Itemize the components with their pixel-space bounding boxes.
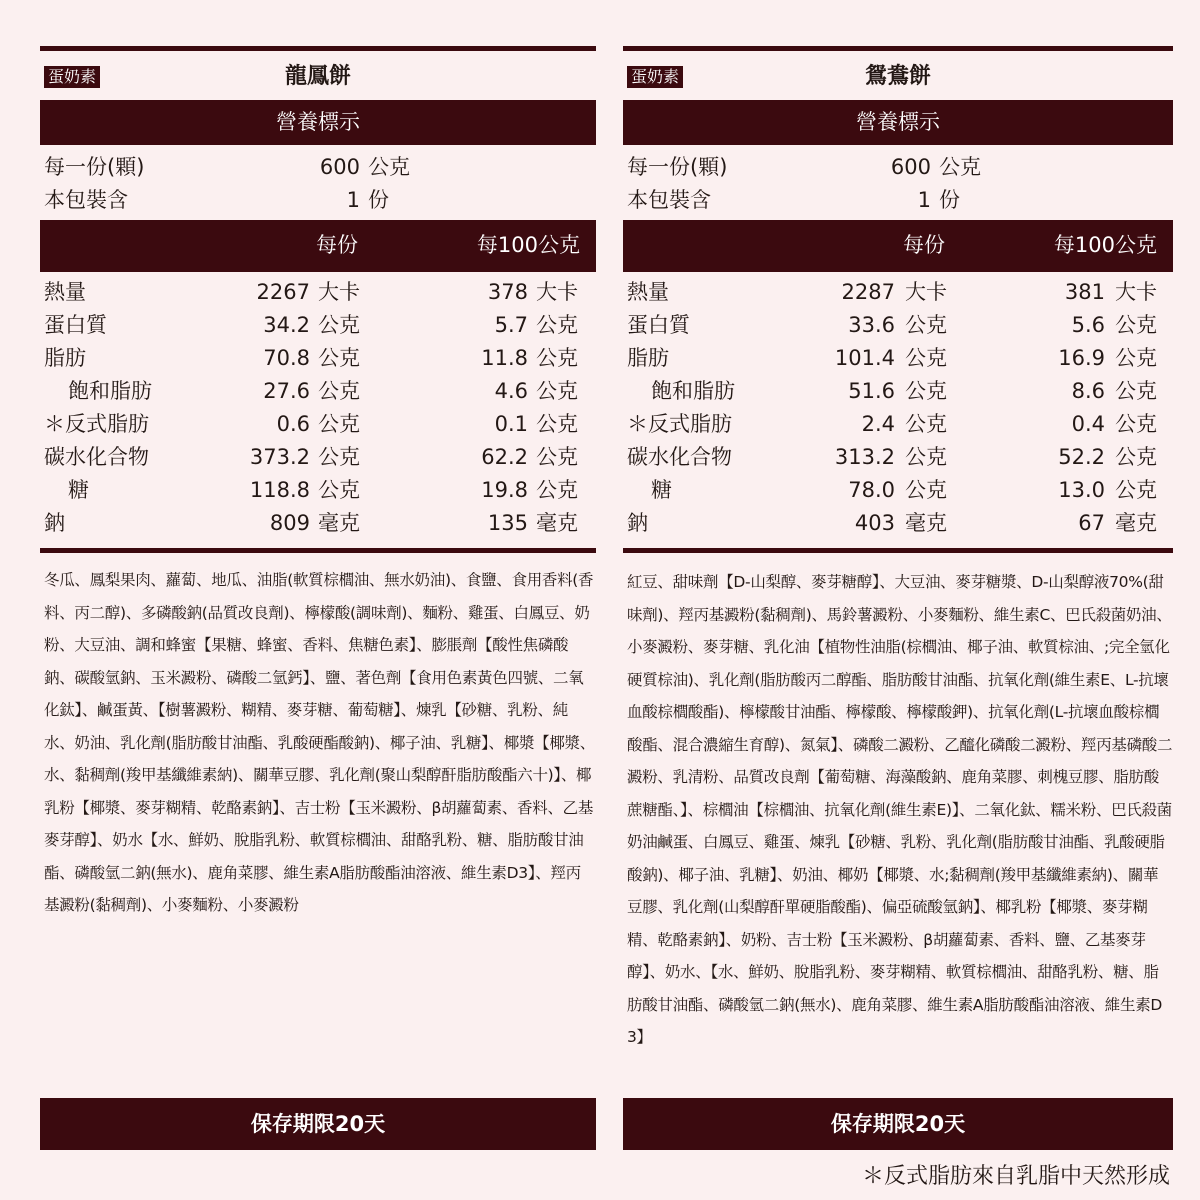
per-serving-unit: 大卡 <box>905 280 947 304</box>
per-serving-value: 34.2 <box>263 313 310 337</box>
per-serving-value: 2267 <box>256 280 310 304</box>
shelf-life-banner: 保存期限20天 <box>623 1098 1173 1150</box>
per-100g-value: 5.7 <box>494 313 528 337</box>
nutrient-label: 熱量 <box>44 280 86 304</box>
nutrient-row-trans-fat <box>40 408 596 441</box>
diet-tag: 蛋奶素 <box>627 66 683 88</box>
serving-unit: 公克 <box>368 155 410 179</box>
nutrient-row-trans-fat <box>623 408 1173 441</box>
product-name: 龍鳳餅 <box>284 64 351 89</box>
package-label: 本包裝含 <box>627 188 711 212</box>
nutrient-row-sodium <box>623 507 1173 540</box>
top-rule <box>623 46 1173 51</box>
nutrition-title: 營養標示 <box>40 100 596 145</box>
divider-rule <box>40 548 596 553</box>
per-100g-value: 5.6 <box>1071 313 1105 337</box>
per-serving-value: 51.6 <box>848 379 895 403</box>
serving-size-row <box>44 153 444 181</box>
per-serving-unit: 公克 <box>905 445 947 469</box>
per-100g-unit: 大卡 <box>1115 280 1157 304</box>
per-serving-unit: 公克 <box>905 412 947 436</box>
nutrient-label: 熱量 <box>627 280 669 304</box>
diet-tag: 蛋奶素 <box>44 66 100 88</box>
nutrient-label: 鈉 <box>627 511 648 535</box>
nutrient-label: 飽和脂肪 <box>68 379 152 403</box>
nutrition-column-header <box>623 220 1173 272</box>
nutrient-label: 蛋白質 <box>44 313 107 337</box>
product-panel-longfeng <box>40 0 596 1200</box>
per-serving-value: 78.0 <box>848 478 895 502</box>
nutrient-row-carbohydrate <box>40 441 596 474</box>
per-100g-unit: 公克 <box>536 346 578 370</box>
nutrient-label: 碳水化合物 <box>44 445 149 469</box>
per-100g-value: 381 <box>1064 280 1105 304</box>
nutrient-row-fat <box>40 342 596 375</box>
per-100g-value: 11.8 <box>481 346 528 370</box>
nutrient-label: 蛋白質 <box>627 313 690 337</box>
package-unit: 份 <box>939 188 960 212</box>
per-100g-value: 67 <box>1078 511 1105 535</box>
ingredients-text: 冬瓜、鳳梨果肉、蘿蔔、地瓜、油脂(軟質棕櫚油、無水奶油)、食鹽、食用香料(香料、丙二醇)、多磷酸鈉(品質改良劑)、檸檬酸(調味劑)、麵粉、雞蛋、白鳳豆、奶粉、大豆油、調和蜂蜜【果糖、蜂蜜、香料、焦糖色素】、膨脹劑【酸性焦磷酸鈉、碳酸氫鈉、玉米澱粉、磷酸二氫鈣】、鹽、著色劑【食用色素黃色四號、二氧化鈦】、鹹蛋黃、【樹薯澱粉、糊精、麥芽糖、葡萄糖】、煉乳【砂糖、乳粉、純水、奶油、乳化劑(脂肪酸甘油酯、乳酸硬酯酸鈉)、椰子油、乳糖】、椰漿【椰漿、水、黏稠劑(羧甲基纖維素納)、關華豆膠、乳化劑(聚山梨醇酐脂肪酸酯六十)】、椰乳粉【椰漿、麥芽糊精、乾酪素鈉】、吉士粉【玉米澱粉、β胡蘿蔔素、香料、乙基麥芽醇】、奶水【水、鮮奶、脫脂乳粉、軟質棕櫚油、甜酪乳粉、糖、脂肪酸甘油酯、磷酸氫二鈉(無水)、鹿角菜膠、維生素A脂肪酸酯油溶液、維生素D3】、羥丙基澱粉(黏稠劑)、小麥麵粉、小麥澱粉 <box>44 571 595 914</box>
per-100g-unit: 公克 <box>536 379 578 403</box>
per-100g-unit: 公克 <box>1115 445 1157 469</box>
per-serving-value: 403 <box>854 511 895 535</box>
nutrient-row-protein <box>40 309 596 342</box>
package-unit: 份 <box>368 188 389 212</box>
nutrition-column-header <box>40 220 596 272</box>
nutrient-label: 飽和脂肪 <box>651 379 735 403</box>
per-100g-value: 8.6 <box>1071 379 1105 403</box>
per-serving-unit: 公克 <box>318 478 360 502</box>
per-serving-value: 2.4 <box>861 412 895 436</box>
serving-label: 每一份(顆) <box>627 155 728 179</box>
per-serving-unit: 毫克 <box>905 511 947 535</box>
per-100g-unit: 公克 <box>536 445 578 469</box>
trans-fat-footnote: ＊反式脂肪來自乳脂中天然形成 <box>861 1164 1170 1189</box>
package-label: 本包裝含 <box>44 188 128 212</box>
per-100g-value: 52.2 <box>1058 445 1105 469</box>
serving-label: 每一份(顆) <box>44 155 145 179</box>
per-serving-unit: 公克 <box>318 412 360 436</box>
per-100g-unit: 毫克 <box>536 511 578 535</box>
serving-value: 600 <box>890 155 931 179</box>
nutrient-row-fat <box>623 342 1173 375</box>
nutrition-title: 營養標示 <box>623 100 1173 145</box>
nutrient-row-sodium <box>40 507 596 540</box>
nutrient-label: 脂肪 <box>44 346 86 370</box>
per-100g-value: 0.1 <box>494 412 528 436</box>
per-100g-value: 13.0 <box>1058 478 1105 502</box>
nutrient-row-saturated-fat <box>40 375 596 408</box>
per-serving-value: 809 <box>269 511 310 535</box>
per-100g-unit: 公克 <box>536 313 578 337</box>
nutrient-row-sugar <box>623 474 1173 507</box>
nutrient-label: ＊反式脂肪 <box>44 412 149 436</box>
nutrient-row-saturated-fat <box>623 375 1173 408</box>
per-serving-unit: 公克 <box>318 445 360 469</box>
nutrient-row-energy <box>623 276 1173 309</box>
per-serving-unit: 公克 <box>318 313 360 337</box>
per-serving-value: 2287 <box>841 280 895 304</box>
nutrient-label: 糖 <box>68 478 89 502</box>
package-value: 1 <box>346 188 360 212</box>
col-per-serving: 每份 <box>316 233 358 257</box>
per-serving-unit: 公克 <box>905 379 947 403</box>
top-rule <box>40 46 596 51</box>
ingredients-text: 紅豆、甜味劑【D-山梨醇、麥芽糖醇】、大豆油、麥芽糖漿、D-山梨醇液70%(甜味劑)、羥丙基澱粉(黏稠劑)、馬鈴薯澱粉、小麥麵粉、維生素C、巴氏殺菌奶油、小麥澱粉、麥芽糖、乳化油【植物性油脂(棕櫚油、椰子油、軟質棕油、;完全氫化硬質棕油)、乳化劑(脂肪酸丙二醇酯、脂肪酸甘油酯、抗氧化劑(維生素E、L-抗壞血酸棕櫚酸酯)、檸檬酸甘油酯、檸檬酸、檸檬酸鉀)、抗氧化劑(L-抗壞血酸棕櫚酸酯、混合濃縮生育醇)、氮氣】、磷酸二澱粉、乙醯化磷酸二澱粉、羥丙基磷酸二澱粉、乳清粉、品質改良劑【葡萄糖、海藻酸鈉、鹿角菜膠、刺槐豆膠、脂肪酸蔗糖酯、】、棕櫚油【棕櫚油、抗氧化劑(維生素E)】、二氧化鈦、糯米粉、巴氏殺菌奶油鹹蛋、白鳳豆、雞蛋、煉乳【砂糖、乳粉、乳化劑(脂肪酸甘油酯、乳酸硬脂酸鈉)、椰子油、乳糖】、奶油、椰奶【椰漿、水;黏稠劑(羧甲基纖維素納)、關華豆膠、乳化劑(山梨醇酐單硬脂酸酯)、偏亞硫酸氫鈉】、椰乳粉【椰漿、麥芽糊精、乾酪素鈉】、奶粉、吉士粉【玉米澱粉、β胡蘿蔔素、香料、鹽、乙基麥芽醇】、奶水、【水、鮮奶、脫脂乳粉、麥芽糊精、軟質棕櫚油、甜酪乳粉、糖、脂肪酸甘油酯、磷酸氫二鈉(無水)、鹿角菜膠、維生素A脂肪酸酯油溶液、維生素D3】 <box>627 573 1173 1046</box>
per-100g-value: 62.2 <box>481 445 528 469</box>
product-name: 鴛鴦餅 <box>864 64 931 89</box>
per-serving-unit: 大卡 <box>318 280 360 304</box>
per-serving-unit: 公克 <box>318 346 360 370</box>
per-100g-unit: 公克 <box>1115 346 1157 370</box>
serving-unit: 公克 <box>939 155 981 179</box>
package-count-row <box>44 186 444 214</box>
nutrient-label: 碳水化合物 <box>627 445 732 469</box>
per-100g-unit: 大卡 <box>536 280 578 304</box>
nutrition-rows <box>40 276 596 540</box>
nutrient-label: 鈉 <box>44 511 65 535</box>
per-100g-unit: 毫克 <box>1115 511 1157 535</box>
per-serving-unit: 毫克 <box>318 511 360 535</box>
product-panel-yuanyang <box>623 0 1173 1200</box>
per-100g-unit: 公克 <box>1115 379 1157 403</box>
per-serving-value: 118.8 <box>249 478 310 502</box>
per-serving-value: 313.2 <box>834 445 895 469</box>
col-per-serving: 每份 <box>903 233 945 257</box>
nutrient-row-energy <box>40 276 596 309</box>
per-serving-value: 70.8 <box>263 346 310 370</box>
shelf-life-banner: 保存期限20天 <box>40 1098 596 1150</box>
per-100g-value: 0.4 <box>1071 412 1105 436</box>
per-100g-value: 16.9 <box>1058 346 1105 370</box>
nutrient-label: 糖 <box>651 478 672 502</box>
nutrient-label: ＊反式脂肪 <box>627 412 732 436</box>
per-100g-value: 4.6 <box>494 379 528 403</box>
col-per-100g: 每100公克 <box>1053 233 1157 257</box>
nutrition-rows <box>623 276 1173 540</box>
col-per-100g: 每100公克 <box>476 233 580 257</box>
nutrient-row-protein <box>623 309 1173 342</box>
per-serving-value: 27.6 <box>263 379 310 403</box>
per-serving-value: 101.4 <box>834 346 895 370</box>
per-serving-value: 33.6 <box>848 313 895 337</box>
per-serving-unit: 公克 <box>905 346 947 370</box>
per-100g-unit: 公克 <box>536 412 578 436</box>
serving-value: 600 <box>319 155 360 179</box>
divider-rule <box>623 548 1173 553</box>
per-100g-value: 19.8 <box>481 478 528 502</box>
per-100g-unit: 公克 <box>1115 478 1157 502</box>
nutrient-row-carbohydrate <box>623 441 1173 474</box>
serving-size-row <box>627 153 1027 181</box>
per-100g-value: 378 <box>487 280 528 304</box>
package-value: 1 <box>917 188 931 212</box>
per-100g-unit: 公克 <box>536 478 578 502</box>
package-count-row <box>627 186 1027 214</box>
per-100g-value: 135 <box>487 511 528 535</box>
per-100g-unit: 公克 <box>1115 412 1157 436</box>
per-serving-unit: 公克 <box>905 478 947 502</box>
nutrient-row-sugar <box>40 474 596 507</box>
per-serving-value: 0.6 <box>276 412 310 436</box>
per-100g-unit: 公克 <box>1115 313 1157 337</box>
per-serving-unit: 公克 <box>905 313 947 337</box>
nutrient-label: 脂肪 <box>627 346 669 370</box>
per-serving-unit: 公克 <box>318 379 360 403</box>
per-serving-value: 373.2 <box>249 445 310 469</box>
